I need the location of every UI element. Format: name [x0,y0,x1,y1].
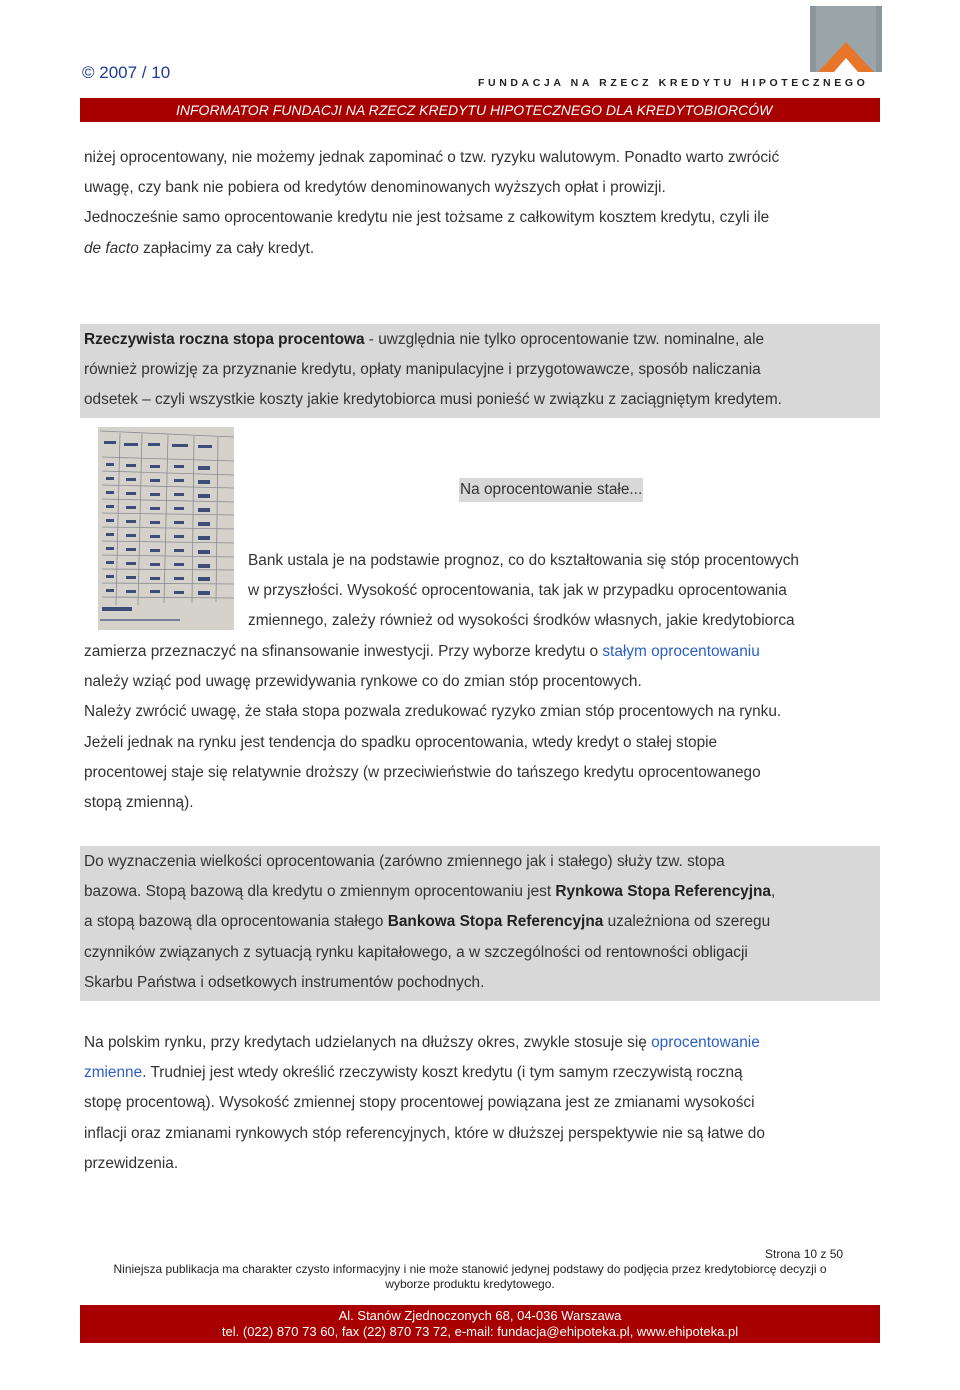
text-line: Należy zwrócić uwagę, że stała stopa pozwala zredukować ryzyko zmian stóp procentowych na rynku. [84,703,782,721]
text-line: Do wyznaczenia wielkości oprocentowania (zarówno zmiennego jak i stałego) służy tzw. stopa [84,853,725,870]
text-fragment: zamierza przeznaczyć na sfinansowanie inwestycji. Przy wyborze kredytu o [84,643,603,660]
text-fragment: uzależniona od szeregu [603,913,771,931]
text-line: również prowizję za przyznanie kredytu, opłaty manipulacyjne i przygotowawcze, sposób naliczania [84,361,761,379]
text-line [84,234,877,264]
caption-fixed-rate: Na oprocentowanie stałe... [459,478,643,502]
organization-name: FUNDACJA NA RZECZ KREDYTU HIPOTECZNEGO [478,77,869,89]
text-line [84,1058,877,1088]
paragraph-base-rate [84,847,877,998]
text-line [84,907,877,937]
term-rrso: Rzeczywista roczna stopa procentowa [84,331,365,348]
text-line: procentowej staje się relatywnie droższy (w przeciwieństwie do tańszego kredytu oprocentowanego [84,763,761,781]
text-fragment: bazowa. Stopą bazową dla kredytu o zmiennym oprocentowaniu jest [84,883,556,901]
text-fragment: a stopą bazową dla oprocentowania stałego [84,913,388,931]
text-line: zmiennego, zależy również od wysokości środków własnych, jakie kredytobiorca [248,612,795,630]
link-variable-rate-cont[interactable]: zmienne [84,1064,143,1082]
footer-address: Al. Stanów Zjednoczonych 68, 04-036 Warszawa [338,1308,622,1323]
text-line [84,637,877,667]
link-fixed-rate[interactable]: stałym oprocentowaniu [602,643,760,660]
disclaimer [96,1262,844,1291]
text-line: należy wziąć pod uwagę przewidywania rynkowe co do zmian stóp procentowych. [84,673,642,691]
footer-banner [80,1305,880,1343]
text-line: odsetek – czyli wszystkie koszty jakie kredytobiorca musi ponieść w związku z zaciągniętym kredytem. [84,391,782,409]
text-line: niżej oprocentowany, nie możemy jednak zapominać o tzw. ryzyku walutowym. Ponadto warto zwrócić [84,149,780,166]
text-fragment: - uwzględnia nie tylko oprocentowanie tzw. nominalne, ale [364,331,765,348]
text-line [84,1028,877,1058]
term-market-rate: Rynkowa Stopa Referencyjna [555,883,771,901]
disclaimer-line: wyborze produktu kredytowego. [385,1276,555,1291]
text-line: Jeżeli jednak na rynku jest tendencja do spadku oprocentowania, wtedy kredyt o stałej stopie [84,733,718,751]
foundation-logo [810,6,882,72]
footer-contact[interactable]: tel. (022) 870 73 60, fax (22) 870 73 72, e-mail: fundacja@ehipoteka.pl, www.ehipoteka.pl [221,1324,739,1339]
text-fragment: , [770,883,776,901]
paragraph-variable-rate [84,1028,877,1179]
table-photo [98,427,234,630]
text-line: Jednocześnie samo oprocentowanie kredytu nie jest tożsame z całkowitym kosztem kredytu, czyli ile [84,209,770,227]
text-line: stopę procentową). Wysokość zmiennej stopy procentowej powiązana jest ze zmianami wysokości [84,1094,755,1112]
text-line: Skarbu Państwa i odsetkowych instrumentów pochodnych. [84,973,485,991]
text-line: uwagę, czy bank nie pobiera od kredytów denominowanych wyższych opłat i prowizji. [84,179,666,197]
text-line [84,877,877,907]
text-line: czynników związanych z sytuacją rynku kapitałowego, a w szczególności od rentowności obligacji [84,943,748,961]
text-line: przewidzenia. [84,1154,179,1172]
paragraph-fixed-rate [84,637,877,818]
issue-date: © 2007 / 10 [82,63,171,82]
paragraph-currency-risk [84,143,877,264]
text-fragment: Na polskim rynku, przy kredytach udzielanych na dłuższy okres, zwykle stosuje się [84,1034,652,1051]
text-line [84,325,877,355]
disclaimer-line: Niniejsza publikacja ma charakter czysto informacyjny i nie może stanowić jedynej podstawy do podjęcia przez kredytobiorcę decyzji o [113,1262,827,1276]
text-fragment: . Trudniej jest wtedy określić rzeczywisty koszt kredytu (i tym samym rzeczywistą roczną [142,1064,743,1082]
text-line: inflacji oraz zmianami rynkowych stóp referencyjnych, które w dłuższej perspektywie nie są łatwe do [84,1124,765,1142]
text-line: stopą zmienną). [84,794,194,812]
term-bank-rate: Bankowa Stopa Referencyjna [387,913,604,931]
link-variable-rate[interactable]: oprocentowanie [651,1034,760,1051]
header-banner: INFORMATOR FUNDACJI NA RZECZ KREDYTU HIPOTECZNEGO DLA KREDYTOBIORCÓW [80,98,880,122]
italic-phrase: de facto [84,239,139,257]
text-fragment: zapłacimy za cały kredyt. [138,239,315,257]
text-line: w przyszłości. Wysokość oprocentowania, tak jak w przypadku oprocentowania [248,582,787,600]
paragraph-rrso [84,325,877,416]
page-number: Strona 10 z 50 [765,1247,844,1261]
text-line: Bank ustala je na podstawie prognoz, co do kształtowania się stóp procentowych [248,552,799,569]
paragraph-fixed-rate-wrap [248,546,877,637]
